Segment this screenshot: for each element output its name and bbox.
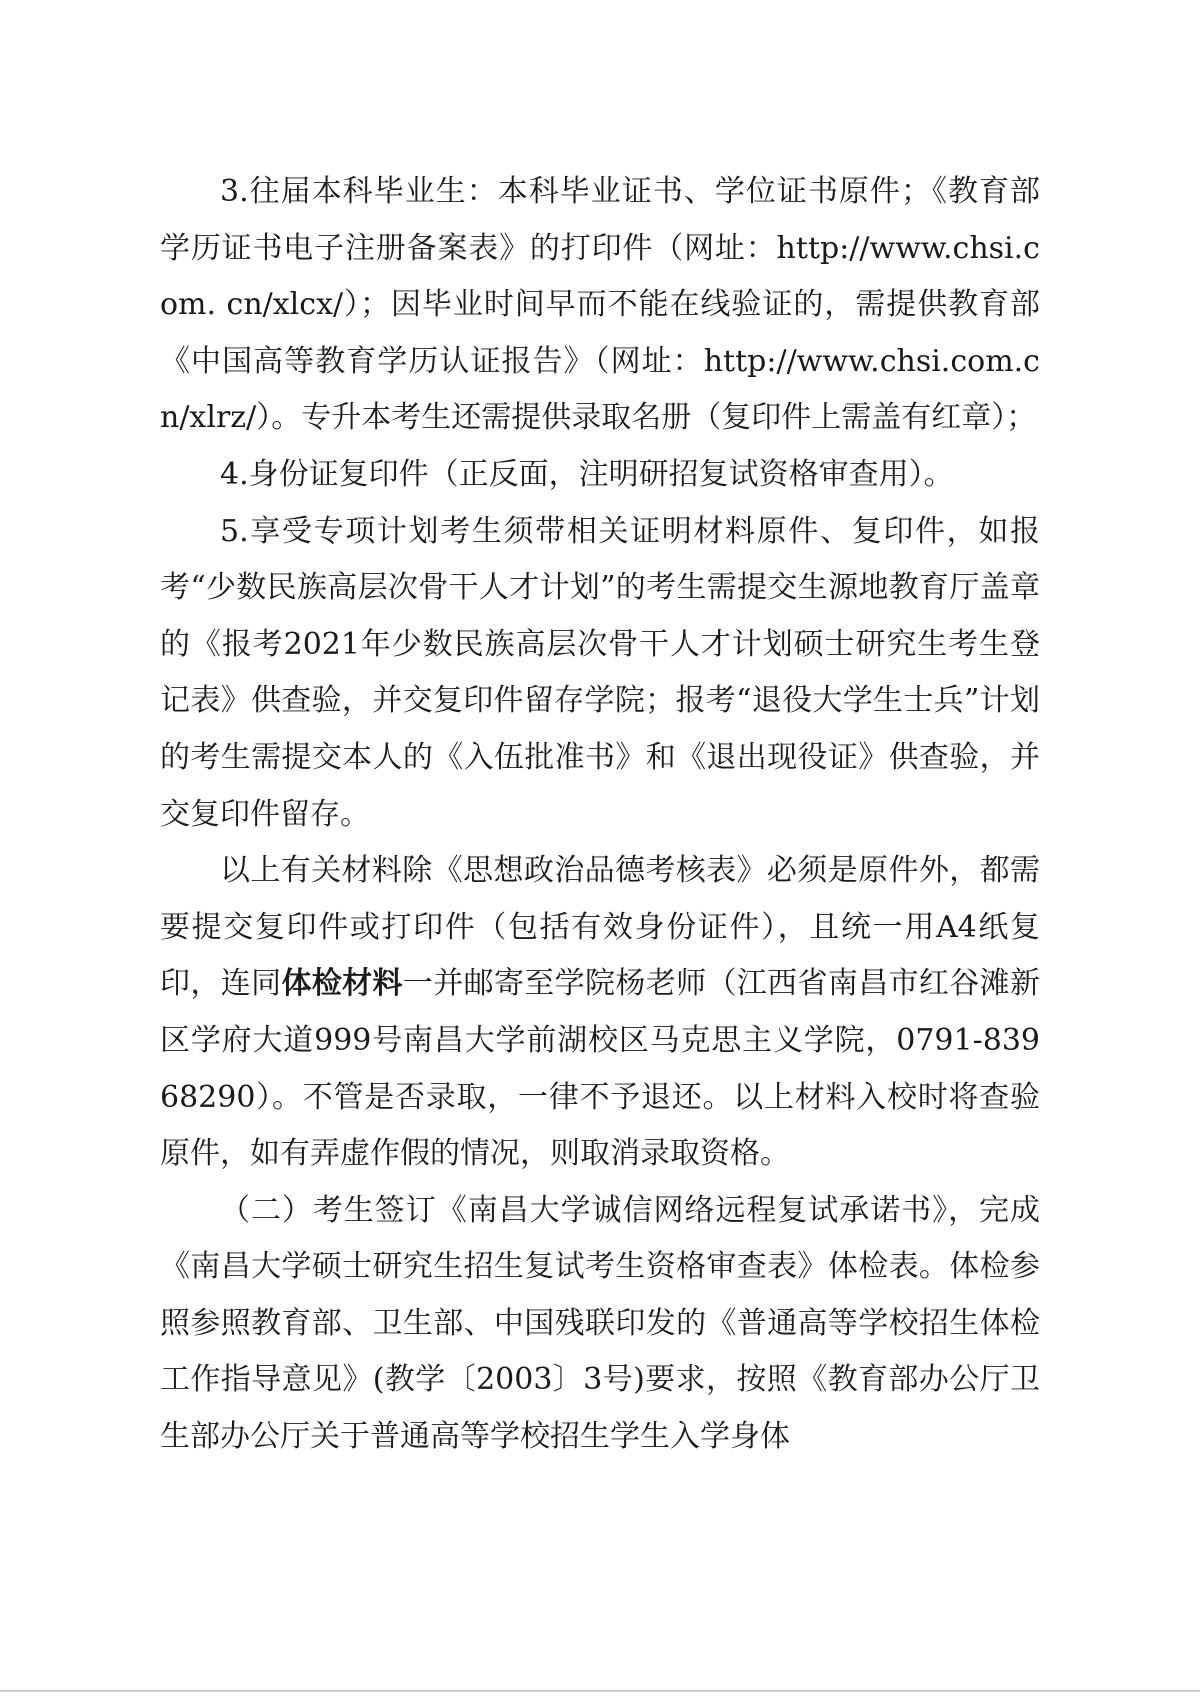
document-body — [160, 164, 1040, 1466]
page-bottom-divider — [0, 1690, 1200, 1692]
paragraph-item-5: 5.享受专项计划考生须带相关证明材料原件、复印件，如报考“少数民族高层次骨干人才计划”的考生需提交生源地教育厅盖章的《报考2021年少数民族高层次骨干人才计划硕士研究生考生登记表》供查验，并交复印件留存学院；报考“退役大学生士兵”计划的考生需提交本人的《入伍批准书》和《退出现役证》供查验，并交复印件留存。 — [160, 513, 1040, 832]
paragraph-materials-note — [160, 843, 1040, 1183]
materials-note-text-a: 以上有关材料除《思想政治品德考核表》必须是原件外，都需要提交复印件或打印件（包括有效身份证件），且统一用A4纸复印，连同 — [160, 853, 1040, 1002]
paragraph-item-3: 3.往届本科毕业生：本科毕业证书、学位证书原件；《教育部学历证书电子注册备案表》的打印件（网址：http://www.chsi.com. cn/xlcx/）；因毕业时间早而不能在线验证的，需提供教育部《中国高等教育学历认证报告》（网址：http://www.chsi.com.cn/xlrz/）。专升本考生还需提供录取名册（复印件上需盖有红章）； — [160, 174, 1040, 436]
paragraph-item-4: 4.身份证复印件（正反面，注明研招复试资格审查用）。 — [220, 456, 954, 492]
materials-note-bold: 体检材料 — [281, 966, 403, 1002]
materials-note-text-b: 一并邮寄至学院杨老师（江西省南昌市红谷滩新区学府大道999号南昌大学前湖校区马克思主义学院，0791-83968290）。不管是否录取，一律不予退还。以上材料入校时将查验原件，如有弄虚作假的情况，则取消录取资格。 — [160, 966, 1041, 1172]
paragraph-section-2: （二）考生签订《南昌大学诚信网络远程复试承诺书》，完成《南昌大学硕士研究生招生复试考生资格审查表》体检表。体检参照参照教育部、卫生部、中国残联印发的《普通高等学校招生体检工作指导意见》(教学〔2003〕3号)要求，按照《教育部办公厅卫生部办公厅关于普通高等学校招生学生入学身体 — [160, 1192, 1040, 1455]
